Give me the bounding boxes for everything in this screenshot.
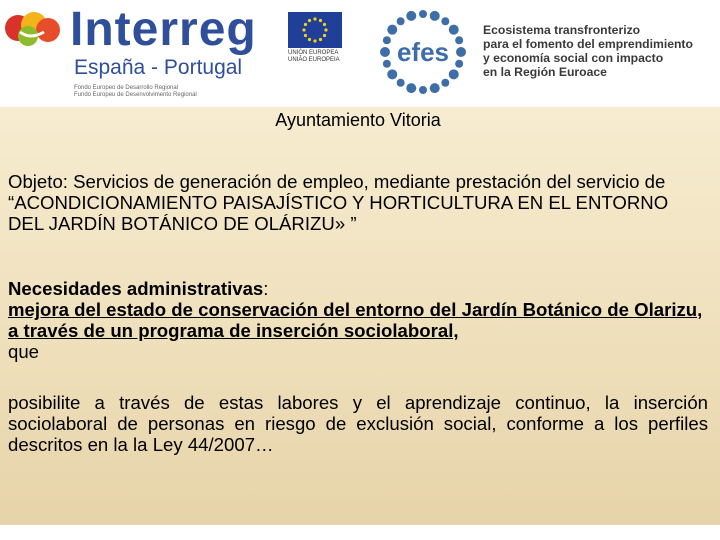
efes-ring-dot bbox=[419, 86, 427, 94]
efes-ring-dot bbox=[387, 69, 397, 79]
slide-bottom-band bbox=[0, 525, 720, 540]
efes-ring-dot bbox=[383, 60, 391, 68]
efes-ring-dot bbox=[441, 79, 449, 87]
eu-star bbox=[304, 23, 307, 26]
efes-ring-dot bbox=[406, 83, 416, 93]
efes-ring-dot bbox=[380, 47, 390, 57]
efes-ring-dot bbox=[387, 25, 397, 35]
eu-star bbox=[319, 38, 322, 41]
efes-ring-dot bbox=[441, 17, 449, 25]
efes-ring-dot bbox=[419, 10, 427, 18]
objeto-paragraph bbox=[8, 171, 708, 234]
eu-star bbox=[304, 34, 307, 37]
efes-ring-dot bbox=[456, 47, 466, 57]
eu-star bbox=[319, 19, 322, 22]
necesidades-paragraph: Necesidades administrativas: mejora del estado de conservación del entorno del Jardín Botánico de Olarizu, a través de un programa de inserción sociolaboral, que bbox=[8, 278, 708, 362]
eu-star bbox=[323, 23, 326, 26]
interreg-circles-logo bbox=[4, 8, 62, 50]
eu-star bbox=[313, 17, 316, 20]
eu-star bbox=[302, 28, 305, 31]
objeto-label: Objeto bbox=[8, 171, 63, 192]
que-text: que bbox=[8, 341, 40, 362]
eu-star bbox=[308, 19, 311, 22]
interreg-wordmark: Interreg bbox=[70, 3, 257, 56]
efes-ring-dot bbox=[449, 25, 459, 35]
efes-ring-dot bbox=[397, 79, 405, 87]
efes-ring-dot bbox=[406, 11, 416, 21]
necesidades-bold-text: mejora del estado de conservación del entorno del Jardín Botánico de Olarizu, a través de un programa de inserción sociolaboral, bbox=[8, 299, 703, 341]
efes-ring-dot bbox=[430, 83, 440, 93]
slide-title: Ayuntamiento Vitoria bbox=[275, 110, 441, 130]
interreg-subtitle: España - Portugal bbox=[74, 56, 243, 79]
efes-ring-dot bbox=[383, 36, 391, 44]
efes-logo bbox=[378, 6, 468, 98]
efes-ring-dot bbox=[397, 17, 405, 25]
eu-star bbox=[308, 38, 311, 41]
efes-ring-dot bbox=[455, 36, 463, 44]
eu-flag-icon bbox=[288, 12, 342, 48]
necesidades-label: Necesidades administrativas bbox=[8, 278, 264, 299]
efes-ring-dot bbox=[449, 69, 459, 79]
closing-paragraph: posibilite a través de estas labores y el aprendizaje continuo, la inserción sociolaboral de personas en riesgo de exclusión social, conforme a los perfiles descritos en la la Ley 44/2007… bbox=[8, 392, 708, 455]
eu-star bbox=[313, 39, 316, 42]
objeto-text: : Servicios de generación de empleo, mediante prestación del servicio de “ACONDICIONAMIENTO PAISAJÍSTICO Y HORTICULTURA EN EL ENTORNO DEL JARDÍN BOTÁNICO DE OLÁRIZU» ” bbox=[8, 171, 669, 234]
efes-ring-dot bbox=[430, 11, 440, 21]
efes-ring-dot bbox=[455, 60, 463, 68]
eu-star bbox=[324, 28, 327, 31]
efes-caption: Ecosistema transfronterizo para el fomento del emprendimiento y economía social con impacto en la Región Euroace bbox=[483, 23, 693, 79]
eu-star bbox=[323, 34, 326, 37]
interreg-fund-text: Fondo Europeo de Desarrollo Regional Fundo Europeu de Desenvolvimento Regional bbox=[74, 85, 197, 98]
eu-label: UNIÓN EUROPEA UNIÃO EUROPEIA bbox=[288, 50, 340, 63]
efes-logo-text: efes bbox=[396, 37, 450, 67]
